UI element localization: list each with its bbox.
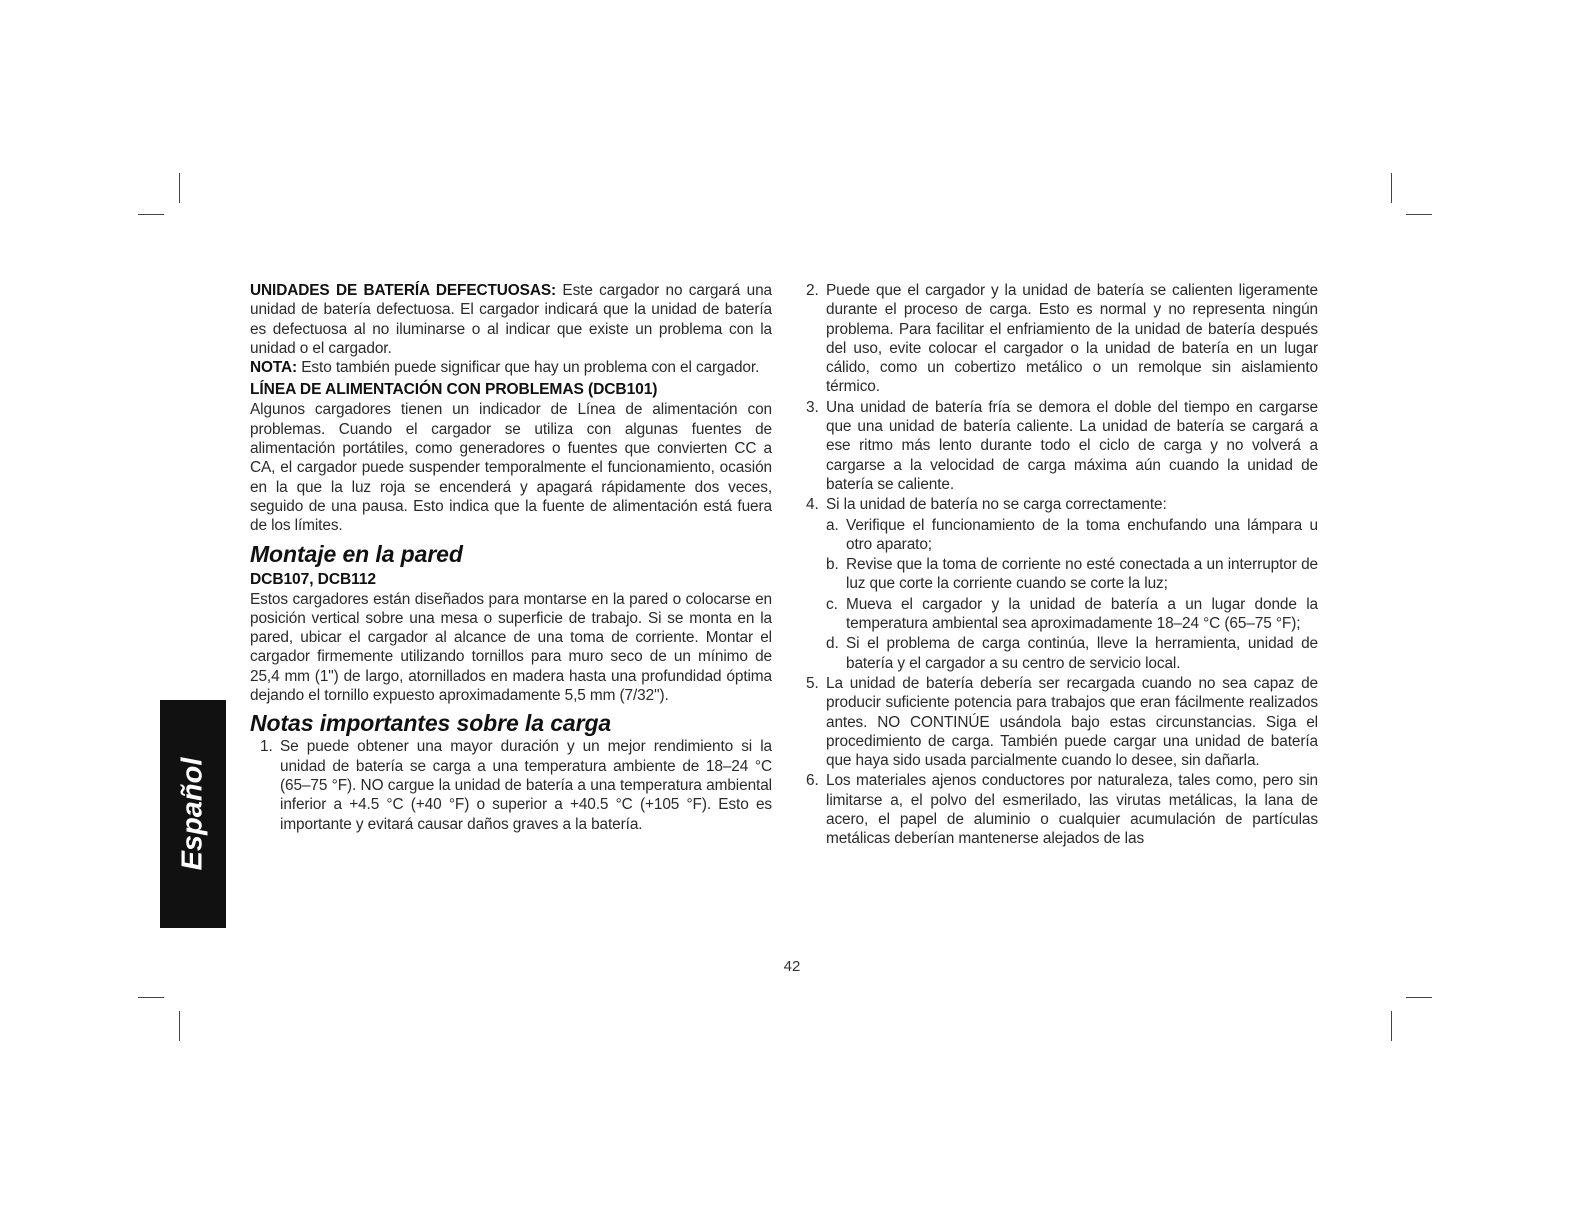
defective-battery-paragraph [250,281,772,358]
sub-list-item-text: Revise que la toma de corriente no esté conectada a un interruptor de luz que corte la corriente cuando se corte la luz; [846,556,1318,593]
list-item-number: 4. [806,496,819,514]
sub-list-item-text: Mueva el cargador y la unidad de batería a un lugar donde la temperatura ambiental sea aproximadamente 18–24 °C (65–75 °F); [846,595,1318,633]
crop-mark-top-right-horizontal [1406,214,1432,215]
list-item-number: 5. [806,674,819,692]
charging-notes-heading: Notas importantes sobre la carga [250,710,612,737]
sub-list-item-text: Si el problema de carga continúa, lleve la herramienta, unidad de batería y el cargador a su centro de servicio local. [846,635,1318,672]
note-paragraph [250,358,772,377]
sub-list-item-text: Verifique el funcionamiento de la toma enchufando una lámpara u otro aparato; [846,516,1318,553]
defective-battery-lead: UNIDADES DE BATERÍA DEFECTUOSAS: [250,282,557,299]
sub-list-item [826,634,1318,673]
crop-mark-top-left-vertical [179,173,180,203]
crop-mark-bottom-left-vertical [179,1011,180,1041]
power-line-heading: LÍNEA DE ALIMENTACIÓN CON PROBLEMAS (DCB101) [250,381,658,399]
wall-mount-models: DCB107, DCB112 [250,570,377,588]
list-item-number: 3. [806,398,819,416]
note-lead: NOTA: [250,359,298,377]
list-item-text: Una unidad de batería fría se demora el doble del tiempo en cargarse que una unidad de batería caliente. La unidad de batería se cargará a ese ritmo más lento durante todo el ciclo de carga y no volverá a cargarse a la velocidad de carga máxima aún cuando la unidad de batería se caliente. [826,398,1318,493]
crop-mark-top-left-horizontal [138,214,164,215]
page-number: 42 [783,958,801,975]
sub-list-item [826,595,1318,634]
crop-mark-top-right-vertical [1391,173,1392,203]
list-item-text: La unidad de batería debería ser recargada cuando no sea capaz de producir suficiente potencia para trabajos que eran fácilmente realizados antes. NO CONTINÚE usándola bajo estas circunstancias. Siga el procedimiento de carga. También puede cargar una unidad de batería que haya sido usada parcialmente cuando lo desee, sin dañarla. [826,674,1318,770]
crop-mark-bottom-right-vertical [1391,1011,1392,1041]
charging-notes-list-continued [806,281,1318,849]
sub-list-item-letter: a. [826,516,839,534]
troubleshooting-sublist [826,516,1318,673]
right-column [806,281,1318,850]
list-item-text: Puede que el cargador y la unidad de batería se calienten ligeramente durante el proceso de carga. Esto es normal y no representa ningún problema. Para facilitar el enfriamiento de la unidad de batería después del uso, evite colocar el cargador o la unidad de batería en un lugar cálido, como un cobertizo metálico o un remolque sin aislamiento térmico. [826,282,1318,396]
list-item [806,281,1318,397]
wall-mount-paragraph: Estos cargadores están diseñados para montarse en la pared o colocarse en posición vertical sobre una mesa o superficie de trabajo. Si se monta en la pared, ubicar el cargador al alcance de una toma de corriente. Montar el cargador firmemente utilizando tornillos para muro seco de un mínimo de 25,4 mm (1") de largo, atornillados en madera hasta una profundidad óptima dejando el tornillo expuesto aproximadamente 5,5 mm (7/32"). [250,590,772,705]
sub-list-item [826,555,1318,594]
list-item [806,771,1318,848]
list-item [806,495,1318,673]
language-tab-label: Español [176,757,209,871]
sub-list-item-letter: b. [826,556,839,574]
list-item [806,674,1318,770]
note-text: Esto también puede significar que hay un problema con el cargador. [297,359,760,377]
list-item-text: Si la unidad de batería no se carga correctamente: [826,496,1167,514]
list-item-number: 6. [806,772,819,790]
list-item-number: 2. [806,282,819,299]
list-item-number: 1. [260,738,273,756]
sub-list-item-letter: d. [826,635,839,653]
left-column [250,281,772,834]
defective-battery-text: Este cargador no cargará una unidad de batería defectuosa. El cargador indicará que la unidad de batería es defectuosa al no iluminarse o al indicar que existe un problema con la unidad o el cargador. [250,282,772,357]
list-item-text: Se puede obtener una mayor duración y un mejor rendimiento si la unidad de batería se carga a una temperatura ambiente de 18–24 °C (65–75 °F). NO cargue la unidad de batería a una temperatura ambiental inferior a +4.5 °C (+40 °F) o superior a +40.5 °C (+105 °F). Esto es importante y evitará causar daños graves a la batería. [280,738,772,833]
crop-mark-bottom-right-horizontal [1406,997,1432,998]
sub-list-item [826,516,1318,555]
crop-mark-bottom-left-horizontal [138,997,164,998]
wall-mount-heading: Montaje en la pared [250,540,463,567]
sub-list-item-letter: c. [826,595,838,613]
list-item-text: Los materiales ajenos conductores por naturaleza, tales como, pero sin limitarse a, el polvo del esmerilado, las virutas metálicas, la lana de acero, el papel de aluminio o cualquier acumulación de partículas metálicas deberían mantenerse alejados de las [826,772,1318,848]
charging-notes-list-start [260,737,772,833]
list-item [260,737,772,833]
language-side-tab [160,700,226,928]
list-item [806,398,1318,494]
power-line-paragraph: Algunos cargadores tienen un indicador de Línea de alimentación con problemas. Cuando el cargador se utiliza con algunas fuentes de alimentación portátiles, como generadores o fuentes que convierten CC a CA, el cargador puede suspender temporalmente el funcionamiento, ocasión en la que la luz roja se encenderá y apagará rápidamente dos veces, seguido de una pausa. Esto indica que la fuente de alimentación está fuera de los límites. [250,401,772,535]
